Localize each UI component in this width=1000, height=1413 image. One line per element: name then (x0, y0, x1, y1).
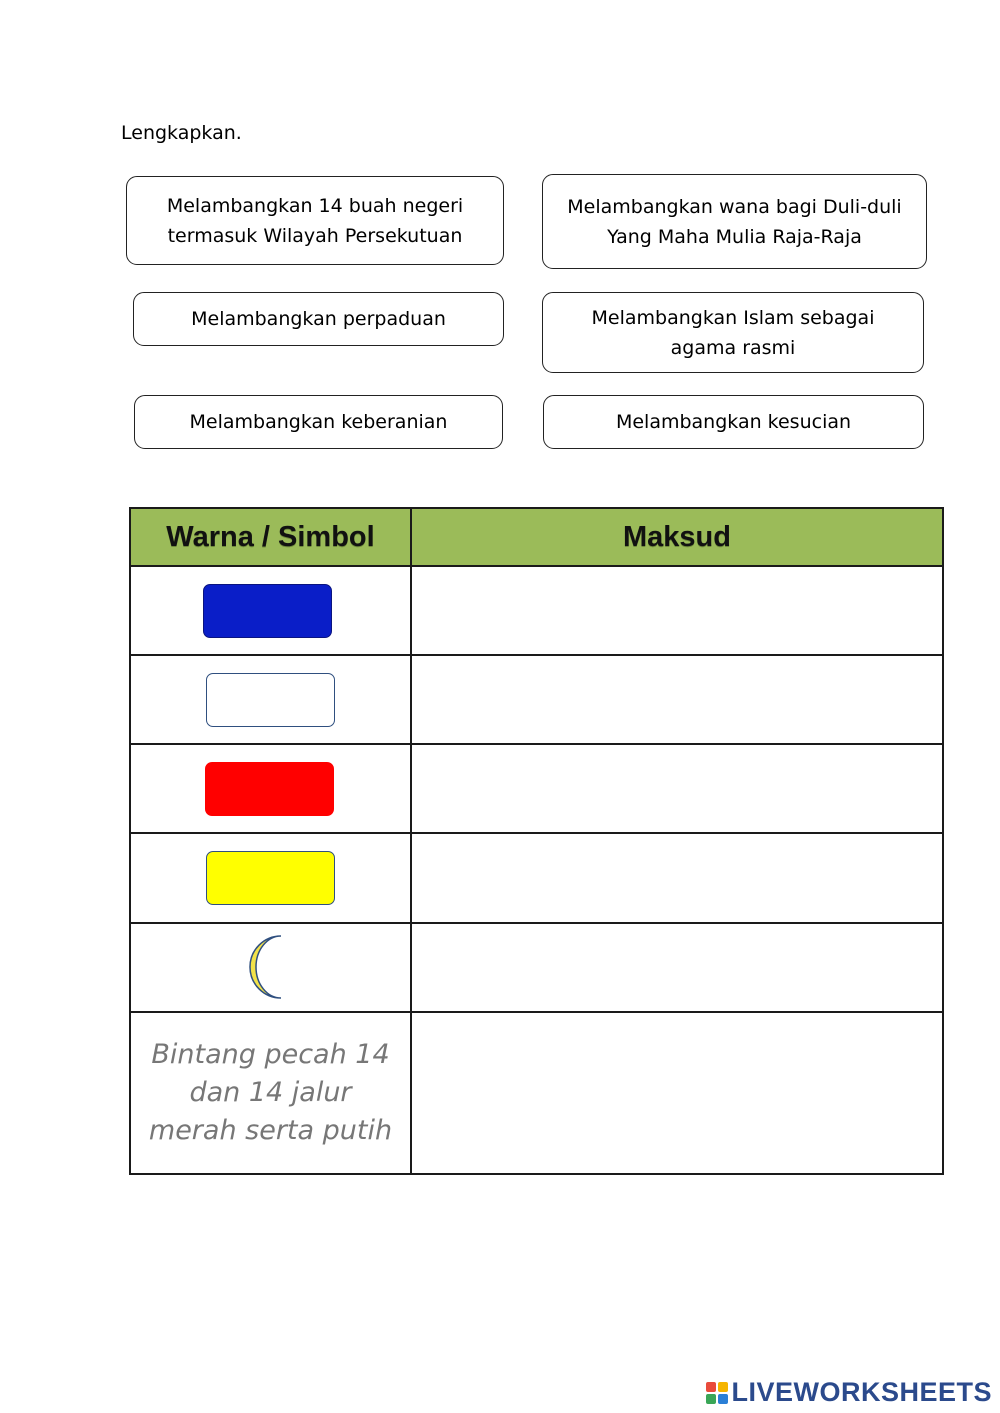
option-text-line: Melambangkan perpaduan (191, 308, 446, 330)
answer-drop-cell-star[interactable] (411, 1012, 943, 1174)
symbol-cell (130, 923, 411, 1012)
option-text-line: Melambangkan keberanian (189, 411, 448, 433)
symbol-cell (130, 566, 411, 655)
option-text-line: Melambangkan Islam sebagai (591, 306, 875, 329)
option-text-line: agama rasmi (670, 336, 796, 359)
symbol-cell (130, 833, 411, 922)
symbol-cell (130, 655, 411, 744)
option-islam[interactable] (542, 292, 924, 373)
blue-swatch (203, 584, 332, 638)
answer-drop-cell-red[interactable] (411, 744, 943, 833)
answer-drop-cell-blue[interactable] (411, 566, 943, 655)
option-text-line: Yang Maha Mulia Raja-Raja (607, 225, 862, 248)
red-swatch (205, 762, 334, 816)
option-text-line: Melambangkan 14 buah negeri (166, 194, 464, 217)
star-text-line: Bintang pecah 14 (151, 1038, 390, 1070)
option-text-line: Melambangkan kesucian (615, 411, 852, 433)
option-keberanian[interactable] (134, 395, 503, 449)
header-symbol: Warna / Simbol (130, 508, 411, 566)
option-perpaduan[interactable] (133, 292, 504, 346)
star-text-line: dan 14 jalur (189, 1076, 352, 1108)
option-raja-raja[interactable] (542, 174, 927, 269)
table-row (130, 1012, 943, 1174)
symbol-cell (130, 744, 411, 833)
table-row (130, 655, 943, 744)
table-row (130, 566, 943, 655)
table-row (130, 833, 943, 922)
table-header-row (130, 508, 943, 566)
option-text-line: termasuk Wilayah Persekutuan (167, 224, 463, 247)
table-row (130, 744, 943, 833)
logo-mark-icon (706, 1382, 728, 1404)
answer-drop-cell-yellow[interactable] (411, 833, 943, 922)
option-text-line: Melambangkan wana bagi Duli-duli (567, 195, 902, 218)
liveworksheets-logo (706, 1377, 992, 1408)
answer-drop-cell-white[interactable] (411, 655, 943, 744)
yellow-swatch (206, 851, 335, 905)
star-text-line: merah serta putih (148, 1114, 393, 1146)
answer-drop-cell-moon[interactable] (411, 923, 943, 1012)
crescent-moon-icon (235, 932, 299, 1002)
symbol-meaning-table (129, 507, 944, 1175)
table-row (130, 923, 943, 1012)
white-swatch (206, 673, 335, 727)
option-kesucian[interactable] (543, 395, 924, 449)
option-14-negeri[interactable] (126, 176, 504, 265)
header-meaning: Maksud (411, 508, 943, 566)
star-stripes-cell (130, 1012, 411, 1174)
logo-text: LIVEWORKSHEETS (731, 1377, 992, 1407)
instruction-label: Lengkapkan. (121, 122, 242, 144)
